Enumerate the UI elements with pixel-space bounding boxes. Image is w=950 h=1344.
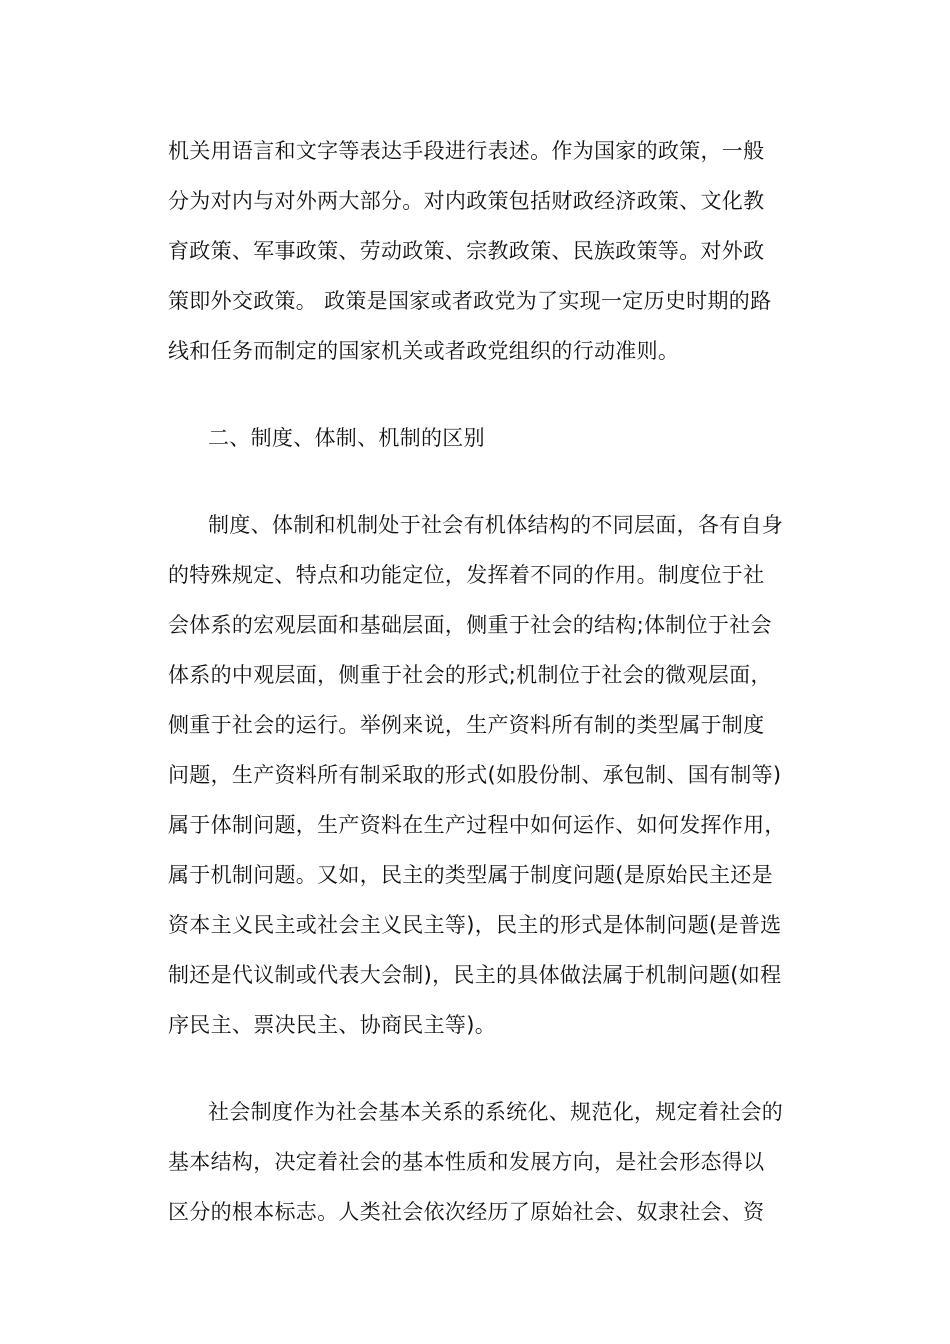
text-line: 会体系的宏观层面和基础层面，侧重于社会的结构;体制位于社会	[168, 613, 772, 637]
text-line: 区分的根本标志。人类社会依次经历了原始社会、奴隶社会、资	[168, 1200, 765, 1224]
text-line: 育政策、军事政策、劳动政策、宗教政策、民族政策等。对外政	[168, 239, 765, 263]
text-line: 属于体制问题，生产资料在生产过程中如何运作、如何发挥作用，	[168, 813, 786, 837]
text-line: 社会制度作为社会基本关系的系统化、规范化，规定着社会的	[208, 1100, 784, 1124]
text-line: 体系的中观层面，侧重于社会的形式;机制位于社会的微观层面，	[168, 663, 772, 687]
paragraph-policy-continued	[168, 126, 790, 376]
paragraph-institution-system-mechanism	[168, 500, 790, 1050]
text-line: 资本主义民主或社会主义民主等)，民主的形式是体制问题(是普选	[168, 913, 782, 937]
text-line: 策即外交政策。 政策是国家或者政党为了实现一定历史时期的路	[168, 289, 772, 313]
text-line: 问题，生产资料所有制采取的形式(如股份制、承包制、国有制等)	[168, 763, 782, 787]
text-line: 分为对内与对外两大部分。对内政策包括财政经济政策、文化教	[168, 189, 765, 213]
text-line: 序民主、票决民主、协商民主等)。	[168, 1013, 496, 1037]
section-heading	[168, 413, 790, 463]
text-line: 基本结构，决定着社会的基本性质和发展方向，是社会形态得以	[168, 1150, 765, 1174]
paragraph-social-system	[168, 1087, 790, 1237]
text-line: 机关用语言和文字等表达手段进行表述。作为国家的政策，一般	[168, 139, 765, 163]
text-line: 制还是代议制或代表大会制)，民主的具体做法属于机制问题(如程	[168, 963, 782, 987]
text-line: 属于机制问题。又如，民主的类型属于制度问题(是原始民主还是	[168, 863, 773, 887]
paragraph-spacer	[168, 463, 790, 500]
text-line: 侧重于社会的运行。举例来说，生产资料所有制的类型属于制度	[168, 713, 765, 737]
text-line: 制度、体制和机制处于社会有机体结构的不同层面，各有自身	[208, 513, 784, 537]
text-line: 的特殊规定、特点和功能定位，发挥着不同的作用。制度位于社	[168, 563, 765, 587]
document-body	[168, 126, 790, 1237]
section-heading-text: 二、制度、体制、机制的区别	[208, 426, 485, 450]
text-line: 线和任务而制定的国家机关或者政党组织的行动准则。	[168, 339, 680, 363]
paragraph-spacer	[168, 376, 790, 413]
paragraph-spacer	[168, 1050, 790, 1087]
